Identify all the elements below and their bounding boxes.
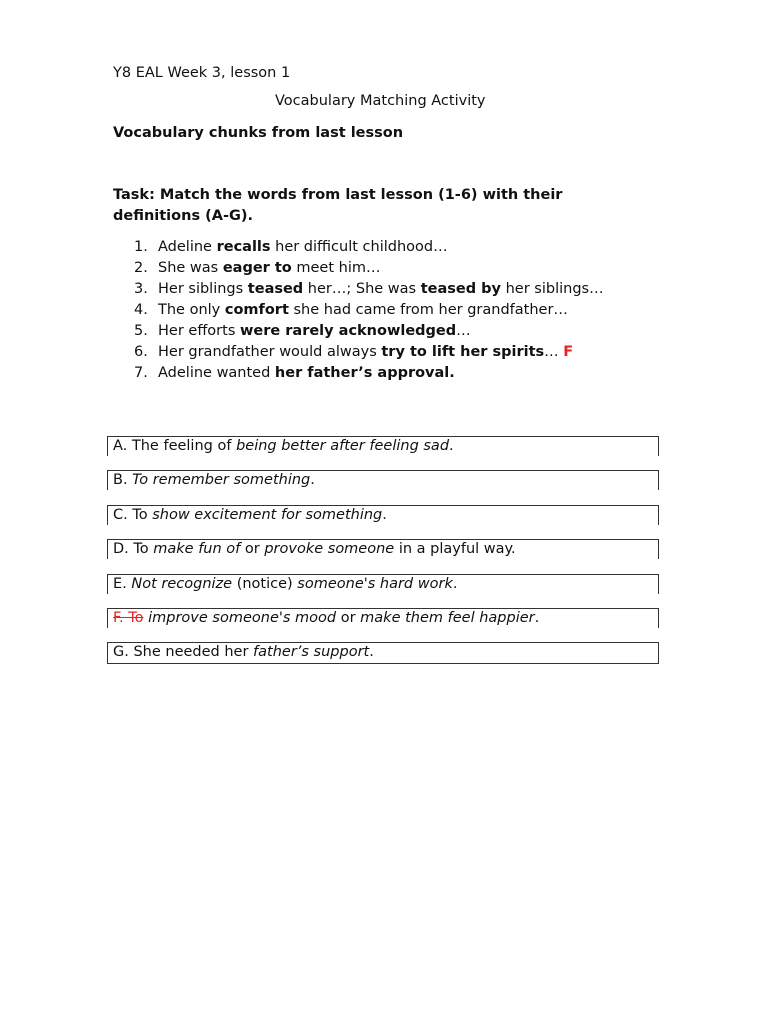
definitions.1-segment: To remember something (132, 472, 311, 488)
definitions.5-segment: improve someone's mood (148, 610, 337, 626)
items.0-segment: Adeline (158, 239, 217, 255)
definitions.4-segment: Not recognize (131, 576, 233, 592)
items.3-segment: she had came from her grandfather… (288, 302, 568, 318)
list-item-number: 6. (134, 344, 148, 360)
items.3-segment: The only (158, 302, 225, 318)
list-item-number: 7. (134, 365, 148, 381)
definitions.0-segment: . (449, 438, 454, 454)
task-instruction-line-2: definitions (A-G). (113, 208, 254, 224)
items.1-segment: meet him… (291, 260, 381, 276)
section-heading: Vocabulary chunks from last lesson (113, 125, 404, 141)
items.4-segment: Her efforts (158, 323, 240, 339)
items.2-segment: her…; She was (303, 281, 421, 297)
list-item-number: 5. (134, 323, 148, 339)
items.2-segment: her siblings… (501, 281, 604, 297)
list-item-number: 2. (134, 260, 148, 276)
definitions.4-segment: someone's hard work (297, 576, 453, 592)
items.1-segment: eager to (222, 260, 292, 276)
definitions.4-segment: (notice) (232, 576, 298, 592)
list-item (158, 323, 471, 339)
definition-text (113, 506, 387, 524)
definitions.5-segment: F. To (113, 610, 144, 626)
items.0-segment: recalls (216, 239, 271, 255)
list-item (158, 365, 455, 381)
task-instruction-line-1: Task: Match the words from last lesson (1-6) with their (113, 187, 563, 203)
definition-text (113, 643, 374, 661)
list-item (158, 281, 604, 297)
definitions.2-segment: show excitement for something (152, 507, 383, 523)
items.1-segment: She was (158, 260, 223, 276)
definitions.3-segment: or (240, 541, 265, 557)
items.4-segment: … (456, 323, 471, 339)
list-item-number: 3. (134, 281, 148, 297)
definition-text (113, 609, 539, 627)
items.4-segment: were rarely acknowledged (240, 323, 457, 339)
definition-text (113, 575, 457, 593)
definitions.5-segment: . (534, 610, 540, 626)
definitions.2-segment: . (382, 507, 387, 523)
course-label: Y8 EAL Week 3, lesson 1 (113, 65, 291, 81)
definitions.3-segment: D. To (113, 541, 154, 557)
items.5-segment: Her grandfather would always (158, 344, 382, 360)
items.6-segment: Adeline wanted (158, 365, 275, 381)
definitions.0-segment: being better after feeling sad (236, 438, 450, 454)
items.2-segment: teased (247, 281, 304, 297)
definitions.3-segment: make fun of (153, 541, 241, 557)
definitions.6-segment: father’s support (253, 644, 370, 660)
items.5-segment: F (563, 344, 574, 360)
items.2-segment: teased by (420, 281, 501, 297)
items.2-segment: Her siblings (158, 281, 248, 297)
definition-text (113, 437, 454, 455)
list-item (158, 239, 448, 255)
items.3-segment: comfort (224, 302, 289, 318)
definitions.6-segment: G. She needed her (113, 644, 254, 660)
definitions.3-segment: in a playful way. (394, 541, 516, 557)
items.0-segment: her difficult childhood… (270, 239, 448, 255)
definitions.3-segment: provoke someone (264, 541, 395, 557)
definition-text (113, 471, 315, 489)
definition-text (113, 540, 516, 558)
definitions.5-segment: make them feel happier (360, 610, 535, 626)
definitions.2-segment: C. To (113, 507, 153, 523)
list-item (158, 302, 568, 318)
definitions.5-segment: or (336, 610, 361, 626)
definitions.1-segment: B. (113, 472, 133, 488)
definitions.6-segment: . (369, 644, 374, 660)
list-item (158, 260, 381, 276)
definitions.1-segment: . (310, 472, 315, 488)
list-item (158, 344, 573, 360)
items.5-segment: try to lift her spirits (381, 344, 545, 360)
definitions.4-segment: E. (113, 576, 132, 592)
page-title: Vocabulary Matching Activity (275, 93, 486, 109)
definitions.0-segment: A. The feeling of (113, 438, 237, 454)
definitions.4-segment: . (452, 576, 458, 592)
items.5-segment: … (544, 344, 564, 360)
list-item-number: 4. (134, 302, 148, 318)
list-item-number: 1. (134, 239, 148, 255)
items.6-segment: her father’s approval. (274, 365, 455, 381)
